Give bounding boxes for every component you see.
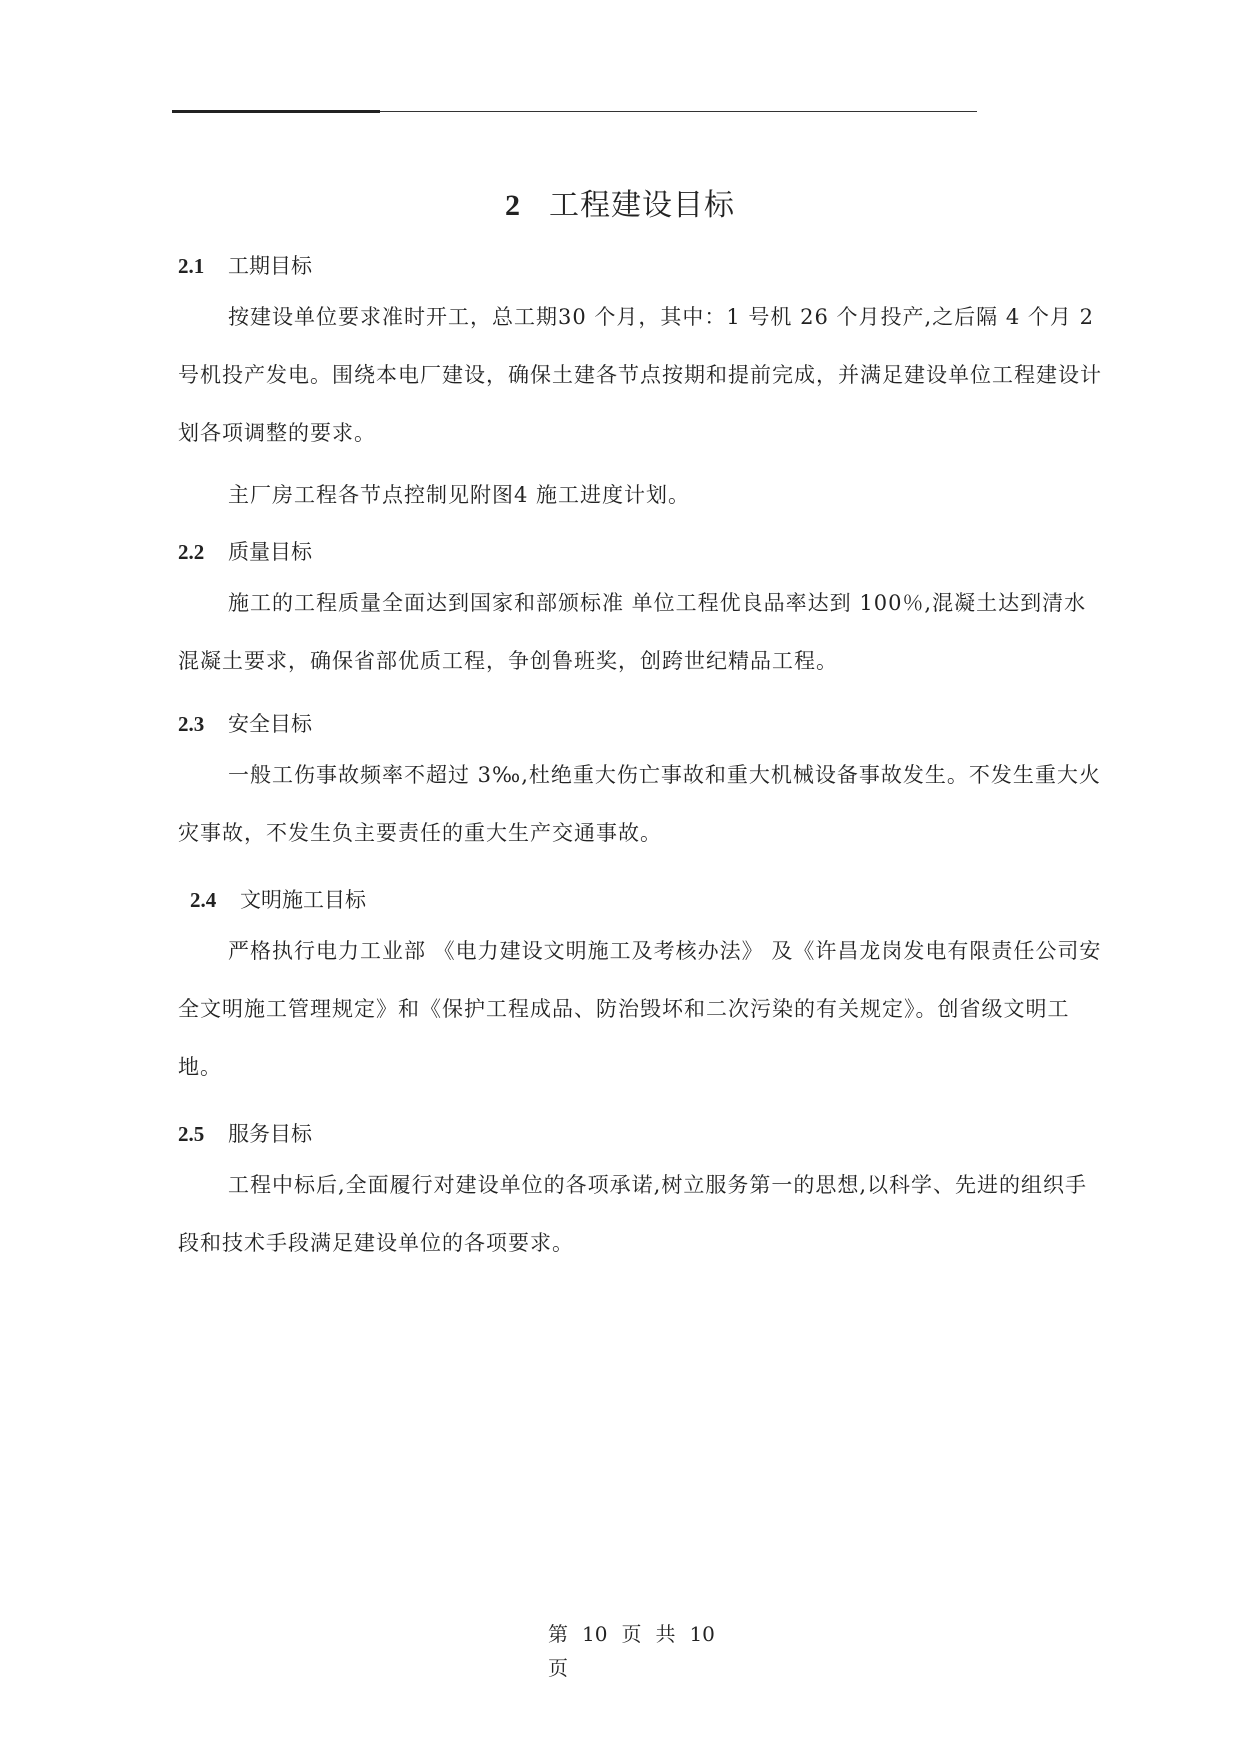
section-number: 2.1 xyxy=(178,254,205,278)
footer-gong: 共 xyxy=(655,1622,676,1646)
paragraph: 一般工伤事故频率不超过 3‰,杜绝重大伤亡事故和重大机械设备事故发生。不发生重大火灾事故，不发生负主要责任的重大生产交通事故。 xyxy=(178,763,1101,845)
section-number: 2.3 xyxy=(178,712,205,736)
section-heading-2-4 xyxy=(190,884,366,914)
section-heading-2-3 xyxy=(178,708,312,738)
section-heading-2-2 xyxy=(178,536,312,566)
paragraph: 工程中标后,全面履行对建设单位的各项承诺,树立服务第一的思想,以科学、先进的组织手段和技术手段满足建设单位的各项要求。 xyxy=(178,1173,1088,1255)
section-title: 文明施工目标 xyxy=(240,888,366,912)
footer-ye-second: 页 xyxy=(548,1656,568,1680)
section-number: 2.5 xyxy=(178,1122,205,1146)
chapter-title xyxy=(0,180,1240,224)
header-rule-accent xyxy=(172,110,380,113)
chapter-number: 2 xyxy=(505,189,521,222)
section-title: 质量目标 xyxy=(228,540,312,564)
total-pages-number: 10 xyxy=(689,1622,715,1646)
paragraph: 施工的工程质量全面达到国家和部颁标准 单位工程优良品率达到 100％,混凝土达到清水混凝土要求，确保省部优质工程，争创鲁班奖，创跨世纪精品工程。 xyxy=(178,591,1087,673)
section-number: 2.4 xyxy=(190,888,217,912)
section-heading-2-1 xyxy=(178,250,312,280)
footer-ye: 页 xyxy=(621,1622,642,1646)
footer-di: 第 xyxy=(548,1622,568,1646)
paragraph: 主厂房工程各节点控制见附图4 施工进度计划。 xyxy=(228,483,691,507)
chapter-title-text: 工程建设目标 xyxy=(549,188,735,223)
page-indicator xyxy=(548,1617,748,1651)
section-number: 2.2 xyxy=(178,540,205,564)
section-title: 工期目标 xyxy=(228,254,312,278)
section-heading-2-5 xyxy=(178,1118,312,1148)
current-page-number: 10 xyxy=(582,1622,608,1646)
paragraph: 严格执行电力工业部 《电力建设文明施工及考核办法》 及《许昌龙岗发电有限责任公司安全文明施工管理规定》和《保护工程成品、防治毁坏和二次污染的有关规定》。创省级文明工地。 xyxy=(178,939,1102,1079)
section-title: 安全目标 xyxy=(228,712,312,736)
section-title: 服务目标 xyxy=(228,1122,312,1146)
paragraph: 按建设单位要求准时开工，总工期30 个月，其中：1 号机 26 个月投产,之后隔 4 个月 2 号机投产发电。围绕本电厂建设，确保土建各节点按期和提前完成，并满足建设单位工程建设计划各项调整的要求。 xyxy=(178,305,1102,445)
page-footer xyxy=(548,1617,748,1685)
